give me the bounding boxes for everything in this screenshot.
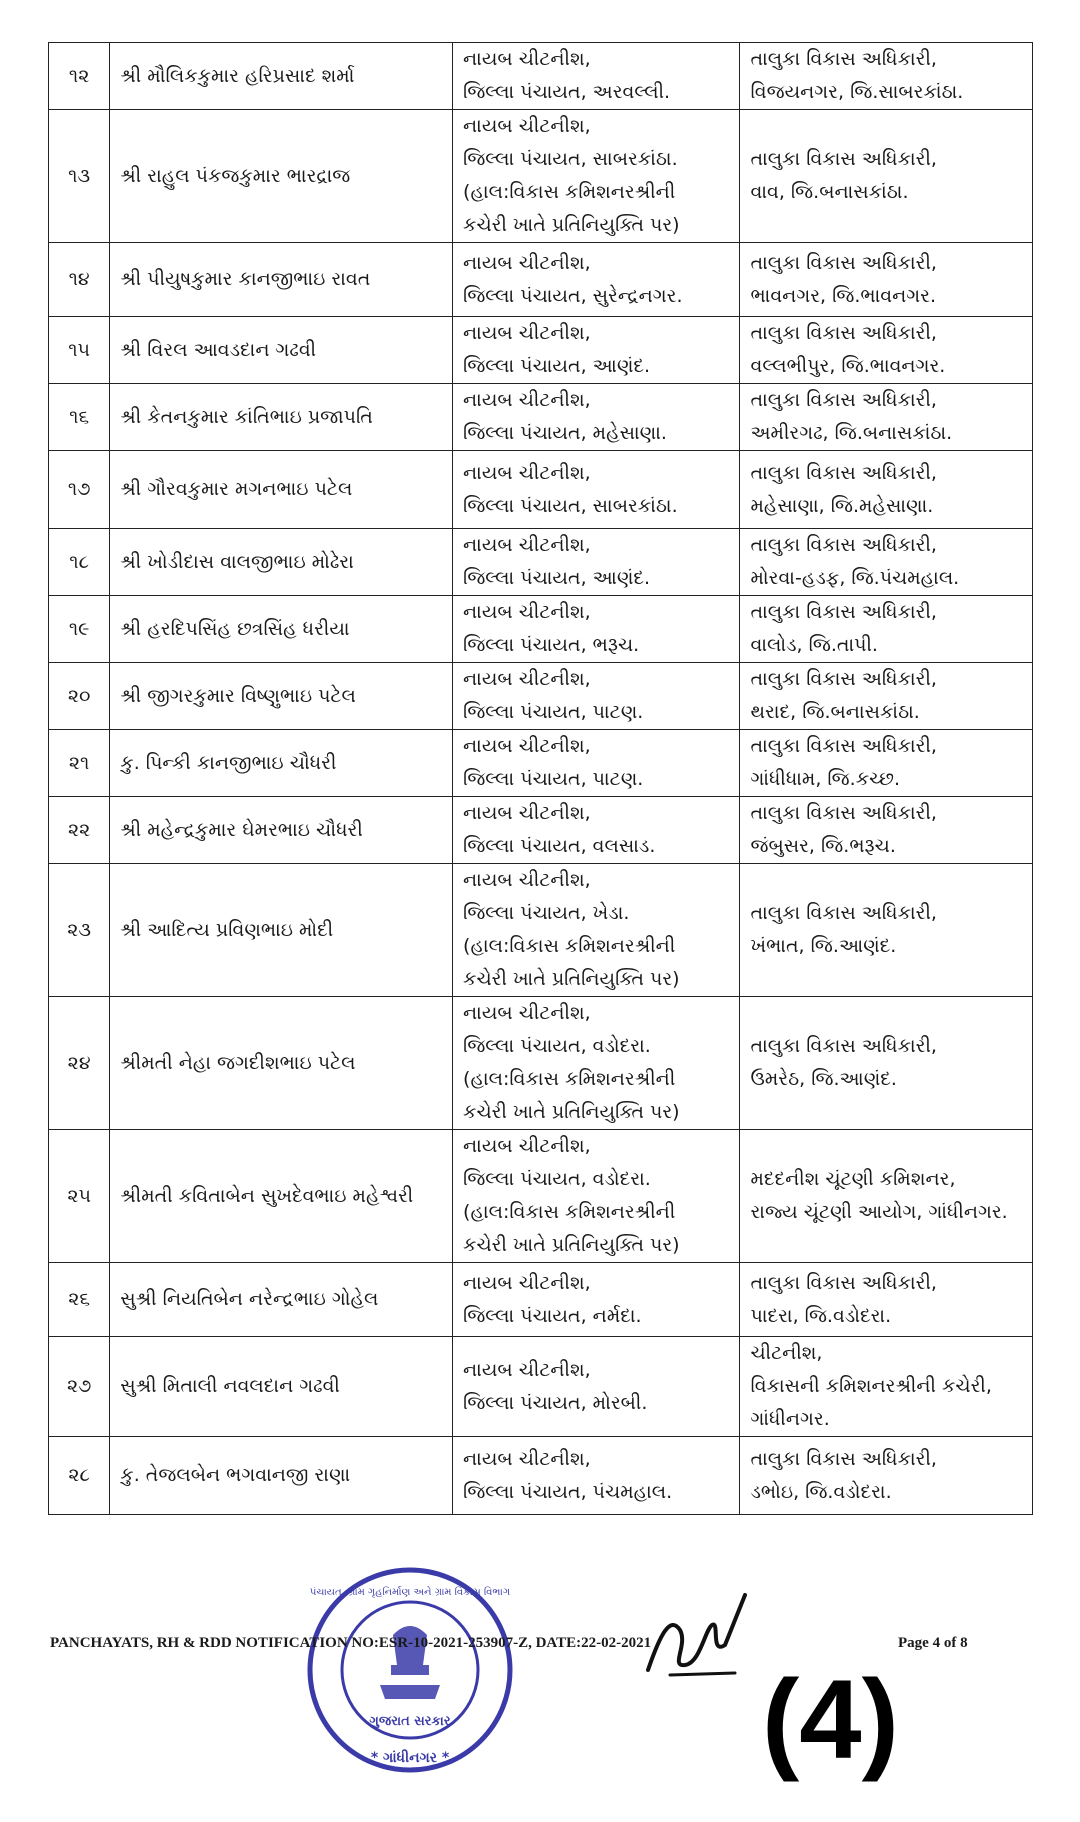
new-posting-line: તાલુકા વિકાસ અધિકારી, — [750, 48, 937, 70]
svg-text:ગુજરાત સરકાર: ગુજરાત સરકાર — [369, 1714, 451, 1729]
current-posting-line: નાયબ ચીટનીશ, — [463, 48, 591, 70]
table-row — [49, 529, 1033, 596]
table-row — [49, 243, 1033, 317]
new-posting-line: ખંભાત, જિ.આણંદ. — [750, 935, 897, 957]
current-posting-line: નાયબ ચીટનીશ, — [463, 1358, 591, 1381]
current-posting — [453, 1263, 740, 1337]
current-posting-line: જિલ્લા પંચાયત, સુરેન્દ્રનગર. — [463, 284, 683, 307]
new-posting-line: ભાવનગર, જિ.ભાવનગર. — [750, 284, 936, 307]
current-posting-line: જિલ્લા પંચાયત, ભરૂચ. — [463, 634, 640, 656]
new-posting — [740, 384, 1033, 451]
serial-number: ૧૪ — [49, 243, 110, 317]
current-posting-line: નાયબ ચીટનીશ, — [463, 461, 591, 484]
current-posting-line: નાયબ ચીટનીશ, — [463, 869, 591, 891]
table-row — [49, 1437, 1033, 1515]
table-row — [49, 1337, 1033, 1437]
new-posting-line: તાલુકા વિકાસ અધિકારી, — [750, 1447, 937, 1470]
table-row — [49, 864, 1033, 997]
officer-name: શ્રી કેતનકુમાર કાંતિભાઇ પ્રજાપતિ — [110, 384, 453, 451]
current-posting-line: નાયબ ચીટનીશ, — [463, 251, 591, 274]
serial-number: ૨૭ — [49, 1337, 110, 1437]
current-posting-line: કચેરી ખાતે પ્રતિનિયુક્તિ પર) — [463, 214, 680, 236]
table-row — [49, 451, 1033, 529]
officer-name: શ્રી મૌલિકકુમાર હરિપ્રસાદ શર્મા — [110, 43, 453, 110]
new-posting — [740, 1337, 1033, 1437]
current-posting-line: નાયબ ચીટનીશ, — [463, 668, 591, 690]
new-posting-line: ડભોઇ, જિ.વડોદરા. — [750, 1480, 892, 1503]
current-posting — [453, 1437, 740, 1515]
current-posting-line: જિલ્લા પંચાયત, પંચમહાલ. — [463, 1480, 673, 1503]
new-posting — [740, 797, 1033, 864]
new-posting — [740, 596, 1033, 663]
current-posting — [453, 451, 740, 529]
table-row — [49, 1130, 1033, 1263]
new-posting — [740, 730, 1033, 797]
current-posting — [453, 243, 740, 317]
new-posting-line: વાલોડ, જિ.તાપી. — [750, 634, 878, 656]
new-posting-line: તાલુકા વિકાસ અધિકારી, — [750, 802, 937, 824]
new-posting-line: ગાંધીધામ, જિ.કચ્છ. — [750, 768, 901, 790]
new-posting-line: તાલુકા વિકાસ અધિકારી, — [750, 735, 937, 757]
new-posting-line: વાવ, જિ.બનાસકાંઠા. — [750, 181, 909, 203]
current-posting-line: જિલ્લા પંચાયત, મોરબી. — [463, 1391, 648, 1414]
officer-name: શ્રીમતી કવિતાબેન સુખદેવભાઇ મહેશ્વરી — [110, 1130, 453, 1263]
serial-number: ૨૧ — [49, 730, 110, 797]
new-posting-line: તાલુકા વિકાસ અધિકારી, — [750, 389, 937, 411]
current-posting-line: જિલ્લા પંચાયત, પાટણ. — [463, 701, 644, 723]
current-posting-line: નાયબ ચીટનીશ, — [463, 1002, 591, 1024]
new-posting — [740, 663, 1033, 730]
current-posting — [453, 384, 740, 451]
current-posting-line: (હાલ:વિકાસ કમિશનરશ્રીની — [463, 181, 676, 203]
current-posting-line: જિલ્લા પંચાયત, પાટણ. — [463, 768, 644, 790]
officer-name: શ્રી ખોડીદાસ વાલજીભાઇ મોઢેરા — [110, 529, 453, 596]
page-marker: (4) — [762, 1657, 899, 1782]
new-posting — [740, 529, 1033, 596]
government-seal-stamp — [305, 1565, 515, 1775]
new-posting-line: તાલુકા વિકાસ અધિકારી, — [750, 148, 937, 170]
current-posting — [453, 730, 740, 797]
current-posting-line: કચેરી ખાતે પ્રતિનિયુક્તિ પર) — [463, 1101, 680, 1123]
current-posting-line: (હાલ:વિકાસ કમિશનરશ્રીની — [463, 935, 676, 957]
current-posting — [453, 43, 740, 110]
new-posting — [740, 43, 1033, 110]
new-posting — [740, 1130, 1033, 1263]
new-posting-line: તાલુકા વિકાસ અધિકારી, — [750, 1035, 937, 1057]
new-posting — [740, 243, 1033, 317]
serial-number: ૨૦ — [49, 663, 110, 730]
table-row — [49, 1263, 1033, 1337]
current-posting-line: નાયબ ચીટનીશ, — [463, 1135, 591, 1157]
new-posting — [740, 997, 1033, 1130]
current-posting-line: (હાલ:વિકાસ કમિશનરશ્રીની — [463, 1201, 676, 1223]
new-posting-line: ઉમરેઠ, જિ.આણંદ. — [750, 1068, 897, 1090]
posting-table-body — [49, 43, 1033, 1515]
current-posting-line: જિલ્લા પંચાયત, નર્મદા. — [463, 1304, 642, 1327]
new-posting — [740, 110, 1033, 243]
officer-name: સુશ્રી મિતાલી નવલદાન ગઢવી — [110, 1337, 453, 1437]
current-posting-line: જિલ્લા પંચાયત, આણંદ. — [463, 567, 651, 589]
officer-name: શ્રી મહેન્દ્રકુમાર ઘેમરભાઇ ચૌધરી — [110, 797, 453, 864]
new-posting-line: તાલુકા વિકાસ અધિકારી, — [750, 251, 937, 274]
current-posting-line: નાયબ ચીટનીશ, — [463, 1447, 591, 1470]
officer-name: શ્રી વિરલ આવડદાન ગઢવી — [110, 317, 453, 384]
current-posting — [453, 110, 740, 243]
current-posting-line: જિલ્લા પંચાયત, અરવલ્લી. — [463, 81, 671, 103]
new-posting-line: અમીરગઢ, જિ.બનાસકાંઠા. — [750, 422, 953, 444]
officer-name: શ્રી આદિત્ય પ્રવિણભાઇ મોદી — [110, 864, 453, 997]
current-posting — [453, 997, 740, 1130]
serial-number: ૨૫ — [49, 1130, 110, 1263]
serial-number: ૨૩ — [49, 864, 110, 997]
new-posting-line: વિકાસની કમિશનરશ્રીની કચેરી, — [750, 1375, 992, 1397]
current-posting-line: જિલ્લા પંચાયત, વડોદરા. — [463, 1168, 651, 1190]
new-posting-line: મોરવા-હડફ, જિ.પંચમહાલ. — [750, 567, 960, 589]
signature-mark — [640, 1575, 750, 1695]
current-posting-line: જિલ્લા પંચાયત, વલસાડ. — [463, 835, 656, 857]
table-row — [49, 110, 1033, 243]
new-posting-line: તાલુકા વિકાસ અધિકારી, — [750, 322, 937, 344]
officer-name: શ્રી રાહુલ પંકજકુમાર ભારદ્રાજ — [110, 110, 453, 243]
table-row — [49, 997, 1033, 1130]
current-posting — [453, 864, 740, 997]
current-posting-line: નાયબ ચીટનીશ, — [463, 534, 591, 556]
current-posting-line: જિલ્લા પંચાયત, સાબરકાંઠા. — [463, 494, 678, 517]
table-row — [49, 663, 1033, 730]
new-posting-line: પાદરા, જિ.વડોદરા. — [750, 1304, 892, 1327]
new-posting — [740, 317, 1033, 384]
current-posting-line: જિલ્લા પંચાયત, સાબરકાંઠા. — [463, 148, 678, 170]
current-posting-line: જિલ્લા પંચાયત, આણંદ. — [463, 355, 651, 377]
serial-number: ૨૪ — [49, 997, 110, 1130]
table-row — [49, 596, 1033, 663]
new-posting-line: ગાંધીનગર. — [750, 1408, 830, 1430]
officer-name: શ્રી હરદિપસિંહ છત્રસિંહ ધરીયા — [110, 596, 453, 663]
svg-text:પંચાયત, ગ્રામ ગૃહનિર્માણ અને ગ: પંચાયત, ગ્રામ ગૃહનિર્માણ અને ગ્રામ વિકાસ વિભાગ — [309, 1587, 511, 1598]
current-posting — [453, 797, 740, 864]
serial-number: ૧૭ — [49, 451, 110, 529]
new-posting-line: તાલુકા વિકાસ અધિકારી, — [750, 534, 937, 556]
current-posting-line: નાયબ ચીટનીશ, — [463, 735, 591, 757]
current-posting-line: નાયબ ચીટનીશ, — [463, 802, 591, 824]
new-posting-line: તાલુકા વિકાસ અધિકારી, — [750, 601, 937, 623]
serial-number: ૧૬ — [49, 384, 110, 451]
current-posting-line: કચેરી ખાતે પ્રતિનિયુક્તિ પર) — [463, 968, 680, 990]
posting-table — [48, 42, 1033, 1515]
new-posting — [740, 1437, 1033, 1515]
serial-number: ૧૯ — [49, 596, 110, 663]
officer-name: શ્રી પીયુષકુમાર કાનજીભાઇ રાવત — [110, 243, 453, 317]
new-posting-line: તાલુકા વિકાસ અધિકારી, — [750, 668, 937, 690]
officer-name: શ્રી જીગરકુમાર વિષ્ણુભાઇ પટેલ — [110, 663, 453, 730]
current-posting-line: જિલ્લા પંચાયત, ખેડા. — [463, 902, 630, 924]
notification-reference: PANCHAYATS, RH & RDD NOTIFICATION NO:ESR-10-2021-253907-Z, DATE:22-02-2021 — [50, 1635, 652, 1651]
current-posting — [453, 1337, 740, 1437]
serial-number: ૨૬ — [49, 1263, 110, 1337]
current-posting-line: (હાલ:વિકાસ કમિશનરશ્રીની — [463, 1068, 676, 1090]
svg-text:* ગાંધીનગર *: * ગાંધીનગર * — [370, 1750, 450, 1766]
table-row — [49, 730, 1033, 797]
current-posting-line: જિલ્લા પંચાયત, વડોદરા. — [463, 1035, 651, 1057]
current-posting-line: નાયબ ચીટનીશ, — [463, 601, 591, 623]
serial-number: ૧૩ — [49, 110, 110, 243]
new-posting-line: જંબુસર, જિ.ભરૂચ. — [750, 835, 896, 857]
serial-number: ૧૮ — [49, 529, 110, 596]
officer-name: શ્રીમતી નેહા જગદીશભાઇ પટેલ — [110, 997, 453, 1130]
serial-number: ૧૨ — [49, 43, 110, 110]
current-posting-line: જિલ્લા પંચાયત, મહેસાણા. — [463, 422, 667, 444]
current-posting-line: નાયબ ચીટનીશ, — [463, 1271, 591, 1294]
new-posting — [740, 864, 1033, 997]
new-posting-line: તાલુકા વિકાસ અધિકારી, — [750, 461, 937, 484]
new-posting-line: વલ્લભીપુર, જિ.ભાવનગર. — [750, 355, 946, 377]
current-posting-line: કચેરી ખાતે પ્રતિનિયુક્તિ પર) — [463, 1234, 680, 1256]
officer-name: સુશ્રી નિયતિબેન નરેન્દ્રભાઇ ગોહેલ — [110, 1263, 453, 1337]
officer-name: કુ. પિન્કી કાનજીભાઇ ચૌધરી — [110, 730, 453, 797]
current-posting — [453, 663, 740, 730]
serial-number: ૨૨ — [49, 797, 110, 864]
table-row — [49, 797, 1033, 864]
new-posting-line: તાલુકા વિકાસ અધિકારી, — [750, 902, 937, 924]
serial-number: ૨૮ — [49, 1437, 110, 1515]
table-row — [49, 43, 1033, 110]
new-posting — [740, 451, 1033, 529]
officer-name: શ્રી ગૌરવકુમાર મગનભાઇ પટેલ — [110, 451, 453, 529]
current-posting — [453, 529, 740, 596]
page-number-label: Page 4 of 8 — [898, 1635, 968, 1651]
new-posting-line: વિજયનગર, જિ.સાબરકાંઠા. — [750, 81, 964, 103]
table-row — [49, 317, 1033, 384]
serial-number: ૧૫ — [49, 317, 110, 384]
current-posting-line: નાયબ ચીટનીશ, — [463, 322, 591, 344]
officer-name: કુ. તેજલબેન ભગવાનજી રાણા — [110, 1437, 453, 1515]
new-posting-line: ચીટનીશ, — [750, 1342, 823, 1364]
current-posting — [453, 317, 740, 384]
new-posting-line: થરાદ, જિ.બનાસકાંઠા. — [750, 701, 920, 723]
new-posting-line: મદદનીશ ચૂંટણી કમિશનર, — [750, 1168, 956, 1190]
current-posting — [453, 596, 740, 663]
new-posting — [740, 1263, 1033, 1337]
current-posting-line: નાયબ ચીટનીશ, — [463, 115, 591, 137]
table-row — [49, 384, 1033, 451]
current-posting-line: નાયબ ચીટનીશ, — [463, 389, 591, 411]
new-posting-line: મહેસાણા, જિ.મહેસાણા. — [750, 494, 934, 517]
new-posting-line: તાલુકા વિકાસ અધિકારી, — [750, 1271, 937, 1294]
new-posting-line: રાજ્ય ચૂંટણી આયોગ, ગાંધીનગર. — [750, 1201, 1008, 1223]
current-posting — [453, 1130, 740, 1263]
